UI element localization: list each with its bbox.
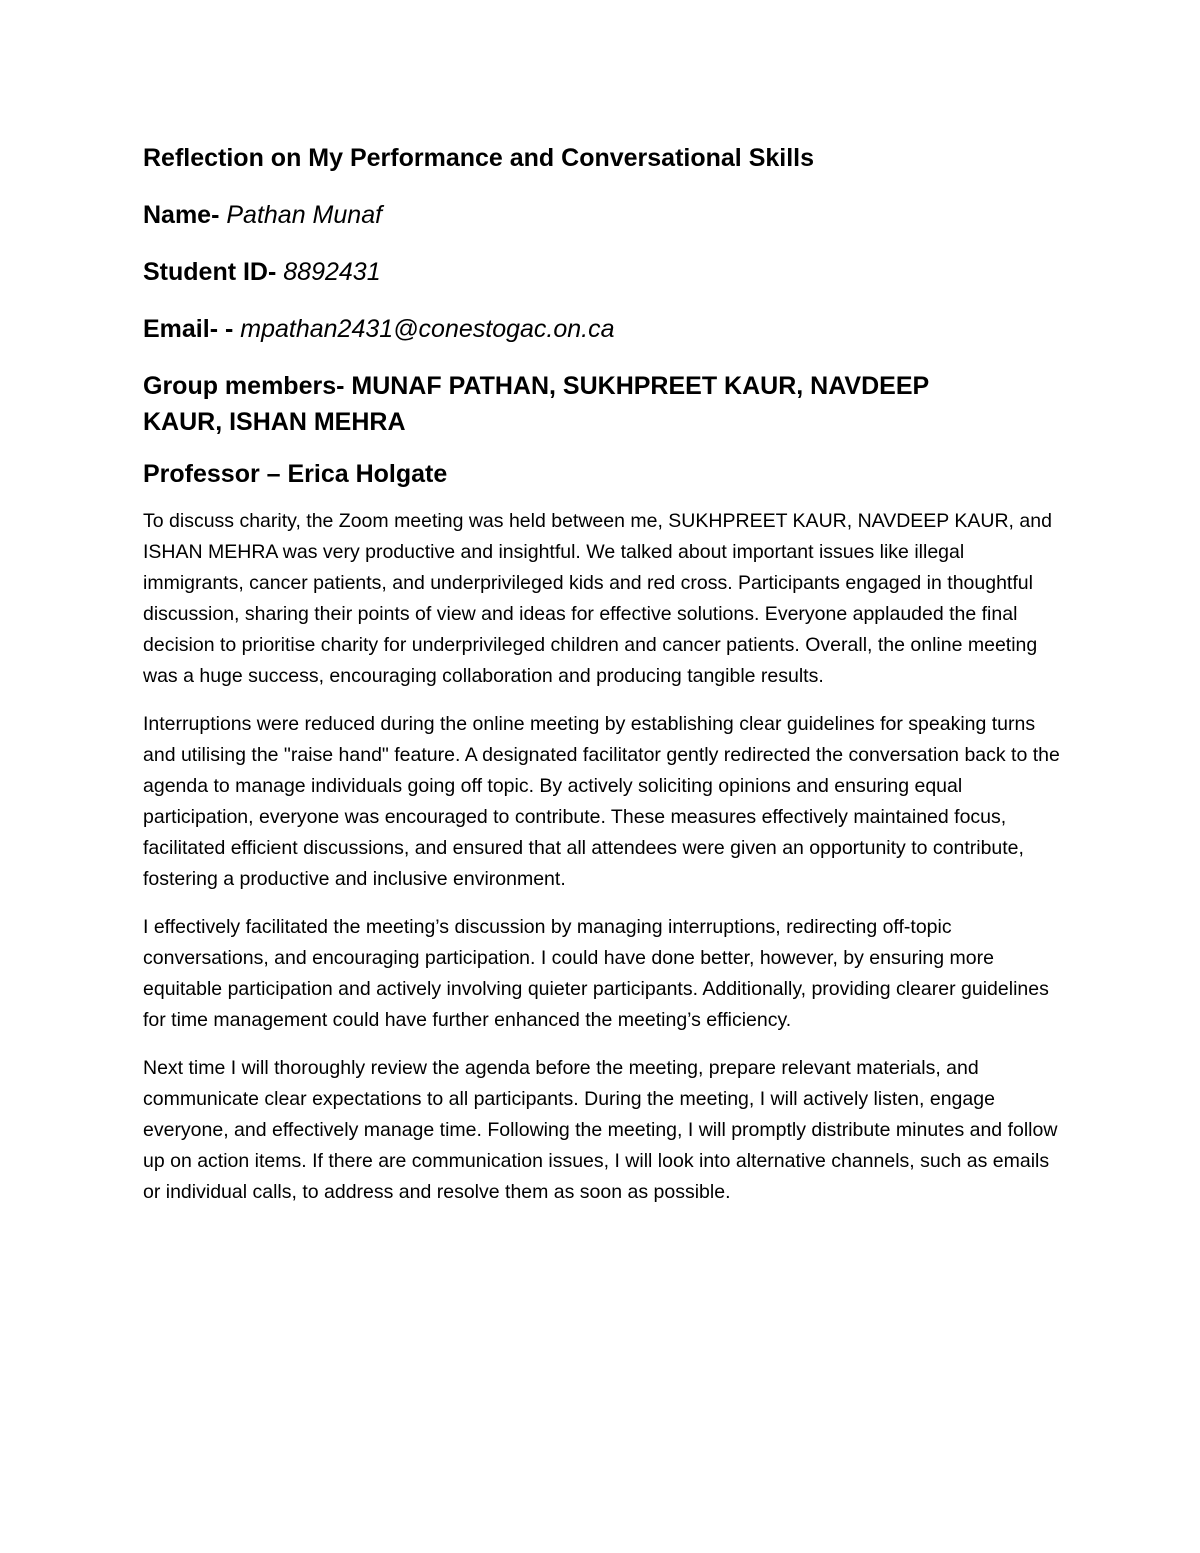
document-title: Reflection on My Performance and Conversational Skills bbox=[143, 144, 815, 172]
document-page bbox=[143, 140, 1068, 1225]
name-field bbox=[143, 197, 1068, 233]
paragraph-2: Interruptions were reduced during the online meeting by establishing clear guidelines for speaking turns and utilising the "raise hand" feature. A designated facilitator gently redirected the conversation back to the agenda to manage individuals going off topic. By actively soliciting opinions and ensuring equal participation, everyone was encouraged to contribute. These measures effectively maintained focus, facilitated efficient discussions, and ensured that all attendees were given an opportunity to contribute, fostering a productive and inclusive environment. bbox=[143, 713, 1060, 890]
name-value: Pathan Munaf bbox=[226, 201, 383, 229]
email-field bbox=[143, 311, 1068, 347]
email-value: mpathan2431@conestogac.on.ca bbox=[240, 315, 615, 343]
student-id-label: Student ID- bbox=[143, 258, 284, 286]
email-label: Email- - bbox=[143, 315, 241, 343]
paragraph-4: Next time I will thoroughly review the agenda before the meeting, prepare relevant materials, and communicate clear expectations to all participants. During the meeting, I will actively listen, engage everyone, and effectively manage time. Following the meeting, I will promptly distribute minutes and follow up on action items. If there are communication issues, I will look into alternative channels, such as emails or individual calls, to address and resolve them as soon as possible. bbox=[143, 1057, 1058, 1203]
student-id-value: 8892431 bbox=[283, 258, 381, 286]
paragraph-1: To discuss charity, the Zoom meeting was held between me, SUKHPREET KAUR, NAVDEEP KAUR, and ISHAN MEHRA was very productive and insightful. We talked about important issues like illegal immigrants, cancer patients, and underprivileged kids and red cross. Participants engaged in thoughtful discussion, sharing their points of view and ideas for effective solutions. Everyone applauded the final decision to prioritise charity for underprivileged children and cancer patients. Overall, the online meeting was a huge success, encouraging collaboration and producing tangible results. bbox=[143, 510, 1052, 687]
name-label: Name- bbox=[143, 201, 227, 229]
professor: Professor – Erica Holgate bbox=[143, 460, 448, 488]
student-id-field bbox=[143, 254, 1068, 290]
paragraph-3: I effectively facilitated the meeting’s discussion by managing interruptions, redirecting off-topic conversations, and encouraging participation. I could have done better, however, by ensuring more equitable participation and actively involving quieter participants. Additionally, providing clearer guidelines for time management could have further enhanced the meeting’s efficiency. bbox=[143, 916, 1049, 1031]
group-members: Group members- MUNAF PATHAN, SUKHPREET KAUR, NAVDEEP KAUR, ISHAN MEHRA bbox=[143, 372, 929, 436]
